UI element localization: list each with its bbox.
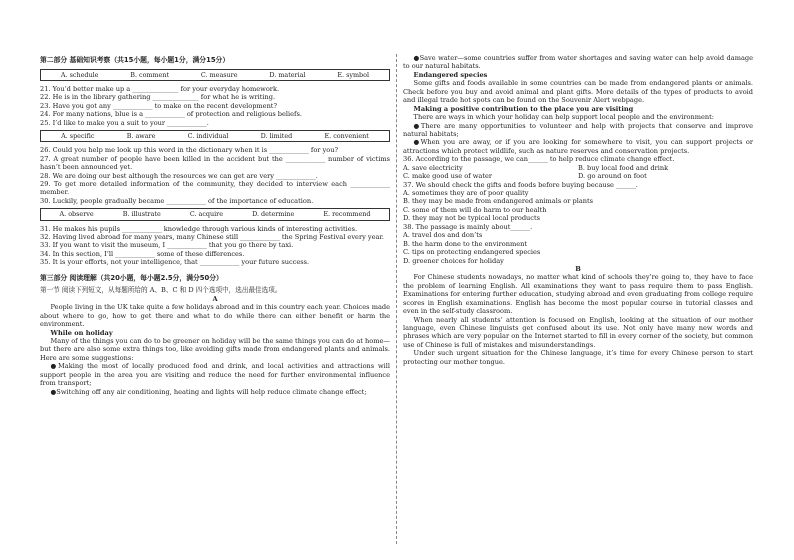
- word-option: E. recommend: [323, 210, 371, 219]
- answer-option: A. travel dos and don’ts: [403, 231, 483, 240]
- answer-option: A. sometimes they are of poor quality: [403, 189, 529, 197]
- passage-a-bullet: ●Making the most of locally produced food and drink, and local activities and attractions will support people in the area you are visiting and reduce the need for further environmental influence from transport;: [40, 362, 390, 388]
- answer-option: B. they may be made from endangered animals or plants: [403, 197, 594, 206]
- passage-a-label: A: [212, 294, 218, 303]
- question-23: 23. Have you got any ____________ to make on the recent development?: [40, 101, 277, 110]
- passage-a-subheading: Making a positive contribution to the place you are visiting: [413, 104, 634, 113]
- passage-a-paragraph: Some gifts and foods available in some countries can be made from endangered plants or animals. Check before you buy and avoid animal and plant gifts. More details of the types of products to avoid and illegal trade hot spots can be found on the Souvenir Alert webpage.: [403, 79, 753, 105]
- word-option: E. symbol: [337, 70, 370, 79]
- question-35: 35. It is your efforts, not your intelligence, that ____________ your future success.: [40, 258, 310, 267]
- passage-a-bullet: ●When you are away, or if you are looking for somewhere to visit, you can support projects or attractions which protect wildlife, such as nature reserves and conservation projects.: [403, 138, 753, 155]
- question-22: 22. He is in the library gathering ______________ for what he is writing.: [40, 93, 276, 102]
- answer-option: D. they may not be typical local products: [403, 214, 541, 223]
- answer-option: B. the harm done to the environment: [403, 239, 528, 248]
- question-26: 26. Could you help me look up this word in the dictionary when it is ____________ for you?: [40, 146, 339, 155]
- answer-option: C. some of them will do harm to our health: [403, 205, 547, 214]
- answer-option: A. save electricity: [403, 163, 463, 172]
- answer-option: B. buy local food and drink: [578, 163, 669, 172]
- question-34: 34. In this section, I’ll ____________ some of these differences.: [40, 249, 245, 258]
- word-option: E. convenient: [324, 132, 369, 141]
- passage-a-subheading: Endangered species: [413, 70, 488, 79]
- question-28: 28. We are doing our best although the resources we can get are very ____________.: [40, 171, 318, 180]
- part2-heading: 第二部分 基础知识考察（共15小题，每小题1分，满分15分）: [40, 56, 230, 64]
- question-37: 37. We should check the gifts and foods before buying because ______.: [403, 180, 638, 189]
- passage-a-paragraph: There are ways in which your holiday can help support local people and the environment:: [413, 113, 715, 122]
- question-32: 32. Having lived abroad for many years, many Chinese still ____________ the Spring Festival every year.: [40, 232, 384, 241]
- answer-option: C. make good use of water: [403, 172, 493, 181]
- passage-a-bullet: ●Switching off any air conditioning, heating and lights will help reduce climate change effect;: [50, 387, 367, 396]
- question-38: 38. The passage is mainly about______.: [403, 222, 533, 231]
- question-36-options: [403, 172, 753, 180]
- passage-b-label: B: [575, 264, 581, 273]
- left-column: [40, 54, 390, 396]
- word-option: D. material: [269, 70, 306, 79]
- column-divider: [396, 54, 397, 544]
- word-option: A. schedule: [60, 70, 99, 79]
- question-33: 33. If you want to visit the museum, I ____________ that you go there by taxi.: [40, 241, 294, 250]
- answer-option: D. greener choices for holiday: [403, 256, 504, 265]
- question-25: 25. I’d like to make you a suit to your ____________.: [40, 118, 209, 127]
- passage-b-paragraph: For Chinese students nowadays, no matter what kind of schools they’re going to, they have to face the problem of learning English. All examinations they want to pass require them to pass English. Examinations for entering further education, studying abroad and even graduating from college require scores in English examinations. English has become the most popular course in tutorial classes and even in the self-study classroom.: [403, 273, 753, 316]
- word-option: C. acquire: [189, 210, 224, 219]
- word-option: C. measure: [200, 70, 238, 79]
- question-31: 31. He makes his pupils ____________ knowledge through various kinds of interesting activities.: [40, 224, 358, 233]
- word-option: C. individual: [187, 132, 229, 141]
- word-option: D. limited: [260, 132, 293, 141]
- part3-heading: 第三部分 阅读理解（共20小题，每小题2.5分，满分50分）: [40, 273, 223, 282]
- question-21: 21. You’d better make up a ______________ for your everyday homework.: [40, 84, 280, 93]
- passage-a-paragraph: Many of the things you can do to be greener on holiday will be the same things you can do at home—but there are also some extra things too, like avoiding gifts made from endangered plants and animals. Here are some suggestions:: [40, 337, 390, 362]
- question-36: 36. According to the passage, we can______ to help reduce climate change effect.: [403, 155, 675, 164]
- question-27: 27. A great number of people have been killed in the accident but the ____________ number of victims hasn’t been announced yet.: [40, 154, 390, 172]
- passage-a-paragraph: People living in the UK take quite a few holidays abroad and in this country each year. Choices made about where to go, how to get there and what to do while there can either benefit or harm the environment.: [40, 303, 390, 329]
- answer-option: C. tips on protecting endangered species: [403, 248, 541, 257]
- passage-b-paragraph: When nearly all students’ attention is focused on English, looking at the situation of our mother language, even Chinese linguists get confused about its use. Not only have many new words and phrases which are very popular on the Internet started to fill in every corner of the society, but common use of Chinese is full of mistakes and misunderstandings.: [403, 315, 753, 349]
- right-column: [403, 54, 753, 366]
- passage-a-subheading: While on holiday: [50, 328, 113, 337]
- question-36-options: [403, 164, 753, 172]
- question-29: 29. To get more detailed information of the community, they decided to interview each ____________ member.: [40, 180, 390, 197]
- passage-a-bullet: ●There are many opportunities to volunteer and help with projects that conserve and improve natural habitats;: [403, 121, 753, 138]
- word-option: B. aware: [126, 132, 156, 141]
- word-option: A. specific: [61, 132, 95, 141]
- word-option: B. illustrate: [122, 210, 161, 219]
- word-box-1: [40, 69, 390, 81]
- answer-option: D. go around on foot: [578, 172, 647, 181]
- word-box-2: [40, 130, 390, 142]
- word-option: B. comment: [130, 70, 170, 79]
- word-box-3: [40, 208, 390, 220]
- passage-b-paragraph: Under such urgent situation for the Chinese language, it’s time for every Chinese person to start protecting our mother tongue.: [403, 349, 753, 366]
- section1-instruction: 第一节 阅读下列短文，从每题所给的 A、B、C 和 D 四个选项中，选出最佳选项。: [40, 286, 282, 295]
- question-24: 24. For many nations, blue is a ____________ of protection and religious beliefs.: [40, 110, 302, 119]
- word-option: D. determine: [252, 210, 295, 219]
- passage-a-bullet: ●Save water—some countries suffer from water shortages and saving water can help avoid damage to our natural habitats.: [403, 54, 753, 71]
- word-option: A. observe: [59, 210, 94, 219]
- question-30: 30. Luckily, people gradually became ____________ of the importance of education.: [40, 196, 314, 205]
